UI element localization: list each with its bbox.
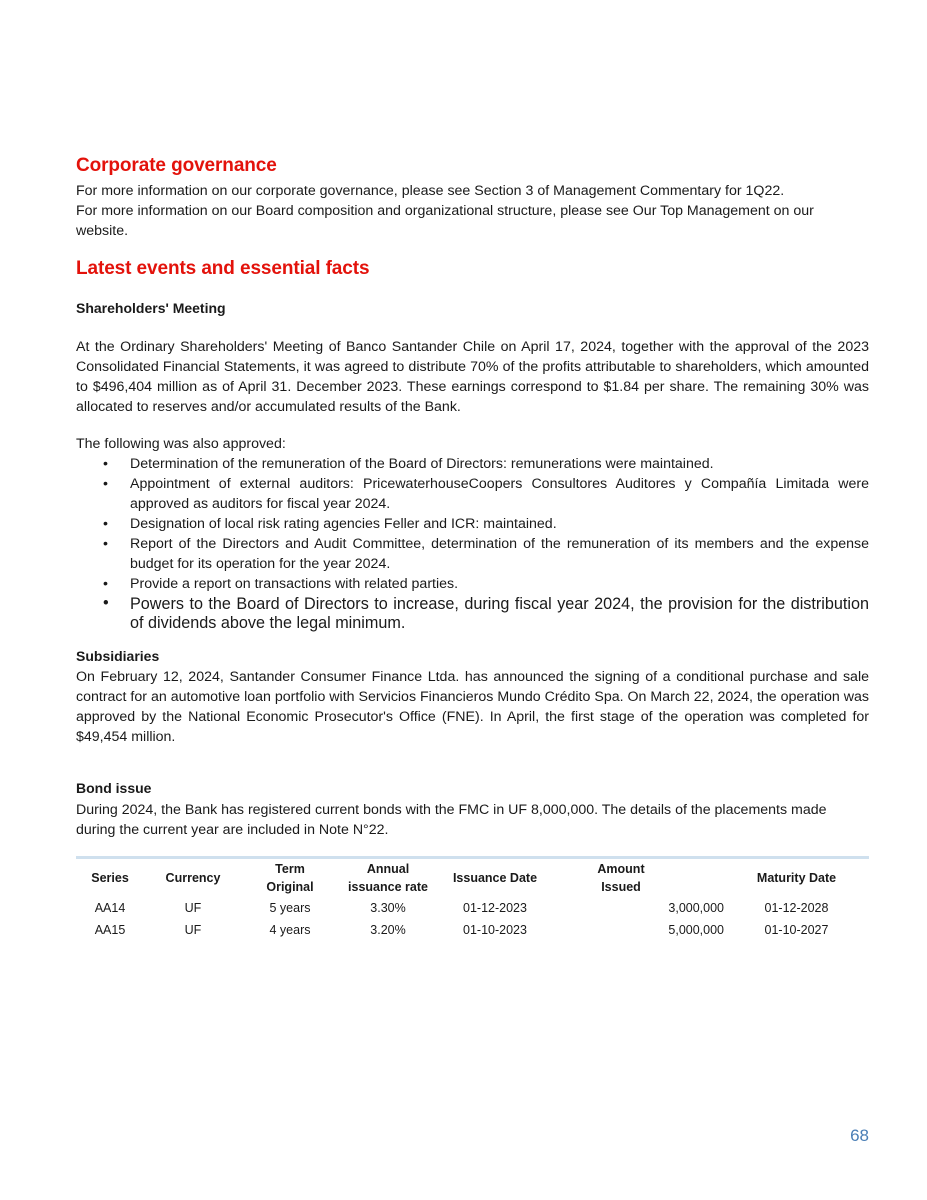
- table-row: [76, 919, 869, 941]
- col-rate-header: Annual issuance rate: [348, 862, 428, 894]
- bullet-icon: •: [103, 516, 108, 532]
- corporate-governance-heading: Corporate governance: [76, 155, 277, 176]
- cell-rate: 3.30%: [370, 901, 406, 915]
- col-amount-header: Amount Issued: [597, 862, 645, 894]
- approved-item: • Powers to the Board of Directors to increase, during fiscal year 2024, the provision for the distribution of dividends above the legal minimum.: [103, 594, 869, 632]
- cell-currency: UF: [184, 923, 202, 937]
- cell-maturity: 01-12-2028: [764, 901, 829, 915]
- bullet-icon: •: [103, 576, 108, 592]
- col-term-header: Term Original: [266, 862, 314, 894]
- col-issuance-date-header: Issuance Date: [452, 871, 538, 885]
- cell-term: 5 years: [269, 901, 311, 915]
- latest-events-heading: Latest events and essential facts: [76, 258, 370, 279]
- bullet-icon: •: [103, 594, 109, 612]
- cell-rate: 3.20%: [370, 923, 406, 937]
- col-series-header: Series: [91, 871, 129, 885]
- cell-currency: UF: [184, 901, 202, 915]
- subsidiaries-heading: Subsidiaries: [76, 648, 160, 664]
- cell-amount: 3,000,000: [668, 901, 724, 915]
- governance-text-1: For more information on our corporate governance, please see Section 3 of Management Commentary for 1Q22.: [76, 183, 785, 199]
- governance-text-2: For more information on our Board composition and organizational structure, please see Our Top Management on our website.: [76, 203, 814, 239]
- subsidiaries-text: On February 12, 2024, Santander Consumer Finance Ltda. has announced the signing of a conditional purchase and sale contract for an automotive loan portfolio with Servicios Financieros Mundo Crédito Spa. On March 22, 2024, the operation was approved by the National Economic Prosecutor's Office (FNE). In April, the first stage of the operation was completed for $49,454 million.: [76, 669, 869, 745]
- bond-issue-heading: Bond issue: [76, 780, 152, 796]
- approved-item: • Designation of local risk rating agencies Feller and ICR: maintained.: [103, 516, 557, 532]
- approved-item: • Appointment of external auditors: PricewaterhouseCoopers Consultores Auditores y Compañía Limitada were approved as auditors for fiscal year 2024.: [103, 476, 869, 512]
- shareholders-meeting-text: At the Ordinary Shareholders' Meeting of Banco Santander Chile on April 17, 2024, together with the approval of the 2023 Consolidated Financial Statements, it was agreed to distribute 70% of the profits attributable to shareholders, which amounted to $496,404 million as of April 31. December 2023. These earnings correspond to $1.84 per share. The remaining 30% was allocated to reserves and/or accumulated results of the Bank.: [76, 339, 869, 415]
- bullet-icon: •: [103, 476, 108, 492]
- approved-list: [76, 454, 869, 633]
- shareholders-meeting-heading: Shareholders' Meeting: [76, 300, 226, 316]
- page-number: 68: [850, 1126, 869, 1145]
- approved-item: • Provide a report on transactions with related parties.: [103, 576, 459, 592]
- approved-item: • Determination of the remuneration of the Board of Directors: remunerations were maintained.: [103, 456, 714, 472]
- table-header-row: [76, 859, 869, 897]
- cell-series: AA15: [94, 923, 126, 937]
- approved-item: • Report of the Directors and Audit Committee, determination of the remuneration of its members and the expense budget for its operation for the year 2024.: [103, 536, 869, 572]
- cell-maturity: 01-10-2027: [764, 923, 829, 937]
- table-row: [76, 897, 869, 919]
- cell-term: 4 years: [269, 923, 311, 937]
- bond-table: [76, 859, 869, 941]
- cell-issuance-date: 01-12-2023: [463, 901, 527, 915]
- col-currency-header: Currency: [165, 871, 221, 885]
- cell-series: AA14: [94, 901, 126, 915]
- bond-issue-text: During 2024, the Bank has registered current bonds with the FMC in UF 8,000,000. The details of the placements made during the current year are included in Note N°22.: [76, 802, 827, 838]
- approved-intro: The following was also approved:: [76, 436, 286, 452]
- cell-issuance-date: 01-10-2023: [463, 923, 527, 937]
- cell-amount: 5,000,000: [668, 923, 724, 937]
- bullet-icon: •: [103, 456, 108, 472]
- col-maturity-header: Maturity Date: [756, 871, 837, 885]
- bullet-icon: •: [103, 536, 108, 552]
